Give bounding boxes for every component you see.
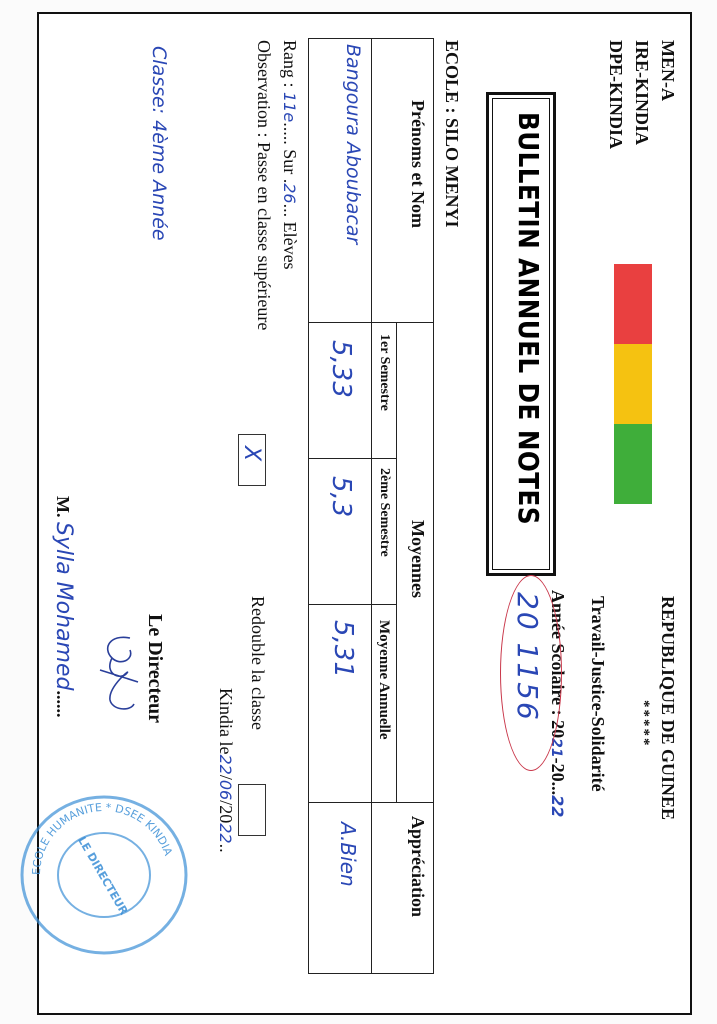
school-year-start: 21	[548, 738, 564, 758]
flag-stripe-red	[614, 264, 652, 344]
date-day: 22	[216, 754, 235, 775]
rank-label: Rang :	[280, 40, 300, 92]
director-prefix: M.	[53, 496, 73, 522]
table-col-line-3	[308, 604, 396, 605]
school-name: ECOLE : SILO MENYI	[442, 40, 462, 228]
header-appreciation: Appréciation	[408, 816, 428, 917]
header-line-3: DPE-KINDIA	[606, 40, 626, 150]
header-annual: Moyenne Annuelle	[376, 620, 392, 740]
rank-dots: ..... Sur .	[280, 122, 300, 184]
grade-sem2: 5,3	[326, 476, 356, 518]
observation-text: Observation : Passe en classe supérieure	[254, 40, 274, 331]
student-name: Bangoura Aboubacar	[342, 44, 364, 245]
school-year-end: 22	[548, 795, 567, 818]
checkbox-mark: X	[239, 446, 264, 462]
header-sem1: 1er Semestre	[377, 334, 392, 411]
class-note: Classe: 4ème Année	[148, 46, 170, 241]
header-moyennes: Moyennes	[408, 520, 428, 598]
school-stamp	[14, 790, 194, 960]
circled-number: 20 1156	[511, 592, 544, 722]
date-line	[215, 688, 236, 853]
director-name-line	[51, 496, 76, 717]
director-title: Le Directeur	[144, 614, 166, 724]
table-col-line-4	[308, 802, 434, 803]
date-dots: ..	[216, 843, 236, 853]
checkbox-redouble	[238, 784, 266, 836]
grade-annual: 5,31	[328, 620, 358, 678]
director-signature	[90, 630, 146, 720]
table-col-line-1	[308, 322, 434, 323]
rank-line	[279, 40, 300, 270]
grade-sem1: 5,33	[326, 340, 356, 398]
flag-stripe-green	[614, 424, 652, 504]
appreciation-value: A.Bien	[336, 822, 360, 887]
table-col-line-2	[308, 458, 396, 459]
rank-value: 11e	[280, 92, 299, 123]
date-year: 22	[216, 823, 235, 844]
header-name: Prénoms et Nom	[408, 100, 428, 228]
stamp-ring-text: ECOLE HUMANITE * DSEE KINDIA	[29, 800, 175, 876]
date-sep-1: /	[216, 774, 236, 780]
country-name: REPUBLIQUE DE GUINEE	[658, 596, 678, 821]
motto: Travail-Justice-Solidarité	[588, 596, 608, 792]
date-label: Kindia le	[216, 688, 236, 755]
header-line-1: MEN-A	[658, 40, 678, 101]
table-divider-header	[371, 38, 372, 974]
rank-suffix: ... Elèves	[280, 203, 300, 270]
redouble-text: Redouble la classe	[248, 596, 268, 730]
header-sem2: 2ème Semestre	[377, 468, 392, 557]
rank-total: 26	[280, 183, 299, 204]
flag-stripe-yellow	[614, 344, 652, 424]
school-year-label: Année Scolaire : 20	[548, 590, 568, 739]
bulletin-title: BULLETIN ANNUEL DE NOTES	[512, 112, 545, 526]
stars: *****	[636, 700, 652, 748]
stamp-center-text: LE DIRECTEUR	[75, 834, 131, 918]
header-line-2: IRE-KINDIA	[632, 40, 652, 146]
director-name: Sylla Mohamed	[51, 522, 76, 691]
date-sep-2: /20	[216, 800, 236, 824]
school-year-dots: ...	[548, 781, 568, 796]
school-year-sep: -20	[548, 757, 568, 782]
date-month: 06	[216, 779, 235, 801]
table-divider-subheader	[396, 322, 397, 802]
director-dots: ......	[53, 690, 73, 718]
